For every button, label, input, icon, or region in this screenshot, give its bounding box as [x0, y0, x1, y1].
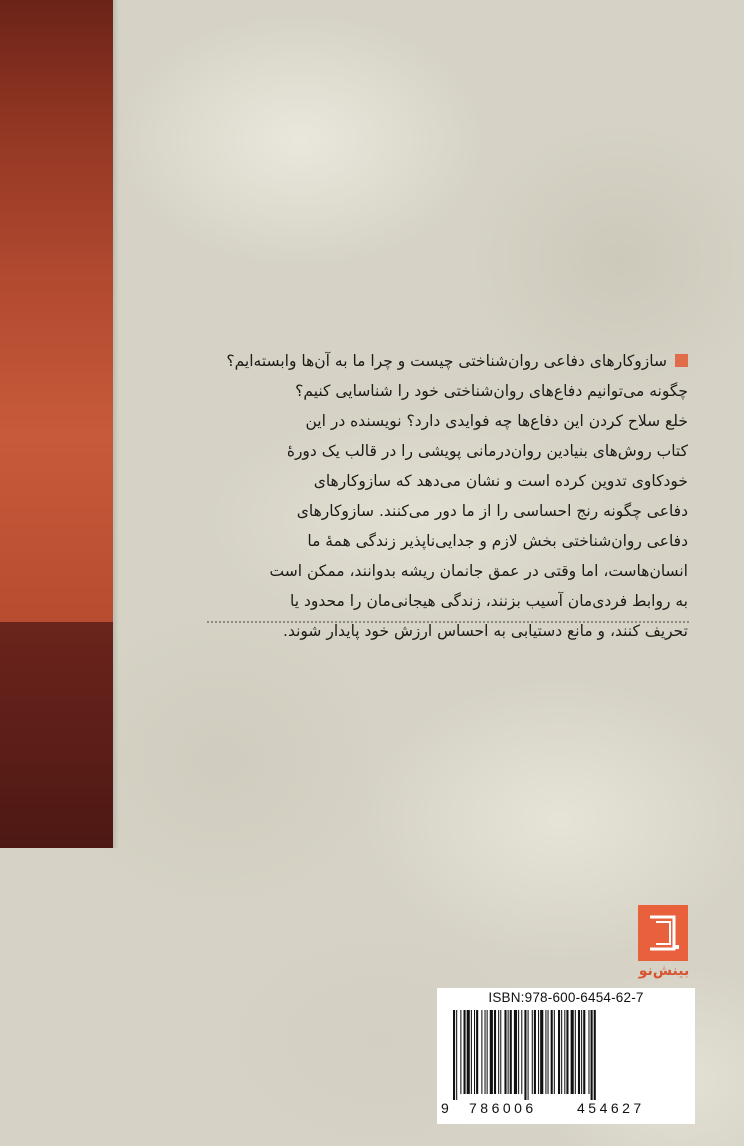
barcode-bar [532, 1010, 533, 1094]
barcode-bar [571, 1010, 574, 1094]
barcode [447, 1010, 685, 1100]
barcode-bar [564, 1010, 565, 1094]
barcode-bar [581, 1010, 582, 1094]
barcode-bar [464, 1010, 466, 1094]
barcode-bar [561, 1010, 562, 1094]
barcode-bar [548, 1010, 549, 1094]
barcode-bar [554, 1010, 555, 1094]
barcode-bar [510, 1010, 512, 1094]
barcode-bar [545, 1010, 546, 1094]
barcode-bar [575, 1010, 576, 1094]
barcode-bar [460, 1010, 461, 1094]
barcode-bar [504, 1010, 506, 1094]
spine-dark-band [0, 622, 113, 848]
barcode-bar [514, 1010, 517, 1094]
barcode-bar [594, 1010, 596, 1100]
barcode-bar [467, 1010, 470, 1094]
barcode-bar [528, 1010, 529, 1100]
barcode-bar [551, 1010, 553, 1094]
barcode-bar [566, 1010, 568, 1094]
spine-shadow [113, 0, 119, 848]
barcode-bar [471, 1010, 472, 1094]
barcode-bar [453, 1010, 455, 1100]
barcode-bar [500, 1010, 501, 1094]
barcode-bar [498, 1010, 499, 1094]
barcode-bar [538, 1010, 539, 1094]
book-frame-icon [638, 905, 688, 961]
blurb-line: انسان‌هاست، اما وقتی در عمق جانمان ریشه بدوانند، ممکن است [269, 562, 688, 580]
bullet-square-icon [675, 354, 688, 367]
barcode-bar [494, 1010, 496, 1094]
blurb-line: چگونه می‌توانیم دفاع‌های روان‌شناختی خود را شناسایی کنیم؟ [295, 382, 688, 400]
blurb-line: کتاب روش‌های بنیادین روان‌درمانی پویشی را در قالب یک دورهٔ [286, 442, 688, 460]
barcode-bar [476, 1010, 478, 1094]
barcode-bar [521, 1010, 522, 1094]
barcode-bar [534, 1010, 536, 1094]
barcode-bar [558, 1010, 560, 1094]
barcode-digit-group-right: 454627 [577, 1100, 645, 1116]
publisher-name: بینش‌نو [638, 963, 690, 979]
blurb-line: خلع سلاح کردن این دفاع‌ها چه فوایدی دارد؟ نویسنده در این [305, 412, 688, 430]
barcode-bar [481, 1010, 482, 1094]
barcode-digit-group-left: 786006 [469, 1100, 537, 1116]
isbn-label: ISBN:978-600-6454-62-7 [488, 990, 644, 1005]
dotted-divider [207, 621, 689, 623]
barcode-bar [487, 1010, 488, 1094]
barcode-bar [518, 1010, 519, 1094]
barcode-bar [490, 1010, 493, 1094]
blurb-line: سازوکارهای دفاعی روان‌شناختی چیست و چرا ما به آن‌ها وابسته‌ایم؟ [210, 346, 688, 376]
spine-red-band [0, 0, 113, 622]
barcode-bar [588, 1010, 589, 1094]
publisher-logo [634, 903, 694, 983]
blurb-line: دفاعی چگونه رنج احساسی را از ما دور می‌کنند. سازوکارهای [296, 502, 688, 520]
blurb-line: خودکاوی تدوین کرده است و نشان می‌دهد که سازوکارهای [313, 472, 688, 490]
barcode-bar [508, 1010, 509, 1094]
barcode-bar [591, 1010, 593, 1100]
barcode-bar [583, 1010, 585, 1094]
barcode-bar [474, 1010, 475, 1094]
barcode-digit-first: 9 [441, 1100, 449, 1116]
blurb-line: تحریف کنند، و مانع دستیابی به احساس ارزش خود پایدار شوند. [283, 622, 688, 640]
barcode-bar [524, 1010, 526, 1100]
barcode-bar [456, 1010, 457, 1100]
blurb-line: به روابط فردی‌مان آسیب بزنند، زندگی هیجانی‌مان را محدود یا [290, 592, 688, 610]
barcode-bar [540, 1010, 543, 1094]
blurb-line: دفاعی روان‌شناختی بخش لازم و جدایی‌ناپذیر زندگی همهٔ ما [307, 532, 688, 550]
barcode-bar [578, 1010, 580, 1094]
blurb-text [210, 346, 688, 646]
isbn-barcode-box [437, 988, 695, 1124]
barcode-bar [485, 1010, 486, 1094]
